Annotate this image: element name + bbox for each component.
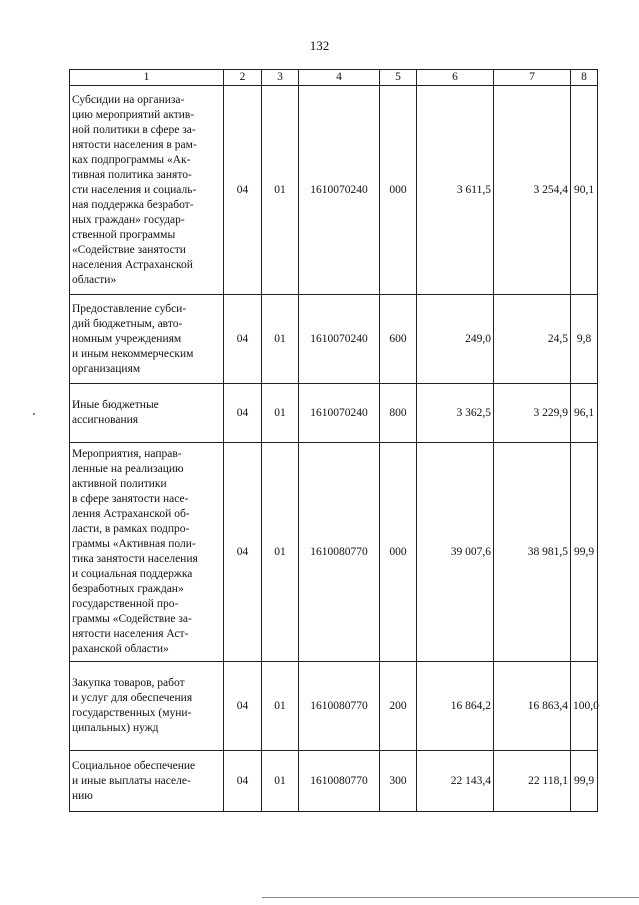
planned-amount: 249,0 bbox=[417, 295, 494, 384]
target-article-code: 1610080770 bbox=[299, 443, 380, 662]
subsection-code: 01 bbox=[262, 662, 299, 751]
page-number: 132 bbox=[309, 38, 330, 53]
table-row bbox=[70, 662, 598, 751]
expense-kind-code: 000 bbox=[380, 86, 417, 295]
row-description: Субсидии на организа- цию мероприятий актив- ной политики в сфере за- нятости населения в рам- ках подпрограммы «Ак- тивная политика занято- сти населения и социаль- ная поддержка безработ- ных граждан» государ- ственной программы «Содействие занятости населения Астраханской области» bbox=[70, 86, 224, 295]
section-code: 04 bbox=[224, 443, 262, 662]
column-header: 4 bbox=[299, 70, 380, 86]
expense-kind-code: 800 bbox=[380, 384, 417, 443]
target-article-code: 1610070240 bbox=[299, 295, 380, 384]
target-article-code: 1610070240 bbox=[299, 384, 380, 443]
subsection-code: 01 bbox=[262, 295, 299, 384]
section-code: 04 bbox=[224, 86, 262, 295]
section-code: 04 bbox=[224, 662, 262, 751]
column-header: 1 bbox=[70, 70, 224, 86]
actual-amount: 24,5 bbox=[494, 295, 571, 384]
execution-percent: 9,8 bbox=[571, 295, 598, 384]
row-description: Предоставление субси- дий бюджетным, авто- номным учреждениям и иным некоммерческим организациям bbox=[70, 295, 224, 384]
row-description: Социальное обеспечение и иные выплаты населе- нию bbox=[70, 751, 224, 812]
column-header: 5 bbox=[380, 70, 417, 86]
column-header: 7 bbox=[494, 70, 571, 86]
execution-percent: 100,0 bbox=[571, 662, 598, 751]
expense-kind-code: 000 bbox=[380, 443, 417, 662]
column-header: 2 bbox=[224, 70, 262, 86]
expense-kind-code: 300 bbox=[380, 751, 417, 812]
target-article-code: 1610080770 bbox=[299, 751, 380, 812]
table-header-row bbox=[70, 70, 598, 86]
execution-percent: 90,1 bbox=[571, 86, 598, 295]
expense-kind-code: 200 bbox=[380, 662, 417, 751]
planned-amount: 39 007,6 bbox=[417, 443, 494, 662]
planned-amount: 16 864,2 bbox=[417, 662, 494, 751]
subsection-code: 01 bbox=[262, 751, 299, 812]
execution-percent: 99,9 bbox=[571, 751, 598, 812]
scan-edge-line bbox=[262, 897, 639, 898]
actual-amount: 3 254,4 bbox=[494, 86, 571, 295]
execution-percent: 99,9 bbox=[571, 443, 598, 662]
actual-amount: 38 981,5 bbox=[494, 443, 571, 662]
table-row bbox=[70, 295, 598, 384]
actual-amount: 3 229,9 bbox=[494, 384, 571, 443]
column-header: 8 bbox=[571, 70, 598, 86]
table-row bbox=[70, 751, 598, 812]
subsection-code: 01 bbox=[262, 443, 299, 662]
planned-amount: 22 143,4 bbox=[417, 751, 494, 812]
row-description: Иные бюджетные ассигнования bbox=[70, 384, 224, 443]
section-code: 04 bbox=[224, 751, 262, 812]
subsection-code: 01 bbox=[262, 86, 299, 295]
target-article-code: 1610070240 bbox=[299, 86, 380, 295]
budget-table bbox=[69, 69, 598, 812]
expense-kind-code: 600 bbox=[380, 295, 417, 384]
column-header: 6 bbox=[417, 70, 494, 86]
planned-amount: 3 611,5 bbox=[417, 86, 494, 295]
row-description: Мероприятия, направ- ленные на реализацию активной политики в сфере занятости насе- ления Астраханской об- ласти, в рамках подпро- граммы «Активная поли- тика занятости населения и социальная поддержка безработных граждан» государственной про- граммы «Содействие за- нятости населения Аст- раханской области» bbox=[70, 443, 224, 662]
actual-amount: 22 118,1 bbox=[494, 751, 571, 812]
actual-amount: 16 863,4 bbox=[494, 662, 571, 751]
table-row bbox=[70, 384, 598, 443]
section-code: 04 bbox=[224, 384, 262, 443]
row-description: Закупка товаров, работ и услуг для обеспечения государственных (муни- ципальных) нужд bbox=[70, 662, 224, 751]
planned-amount: 3 362,5 bbox=[417, 384, 494, 443]
table-row bbox=[70, 86, 598, 295]
execution-percent: 96,1 bbox=[571, 384, 598, 443]
table-row bbox=[70, 443, 598, 662]
scan-speck bbox=[33, 413, 35, 415]
column-header: 3 bbox=[262, 70, 299, 86]
subsection-code: 01 bbox=[262, 384, 299, 443]
target-article-code: 1610080770 bbox=[299, 662, 380, 751]
section-code: 04 bbox=[224, 295, 262, 384]
